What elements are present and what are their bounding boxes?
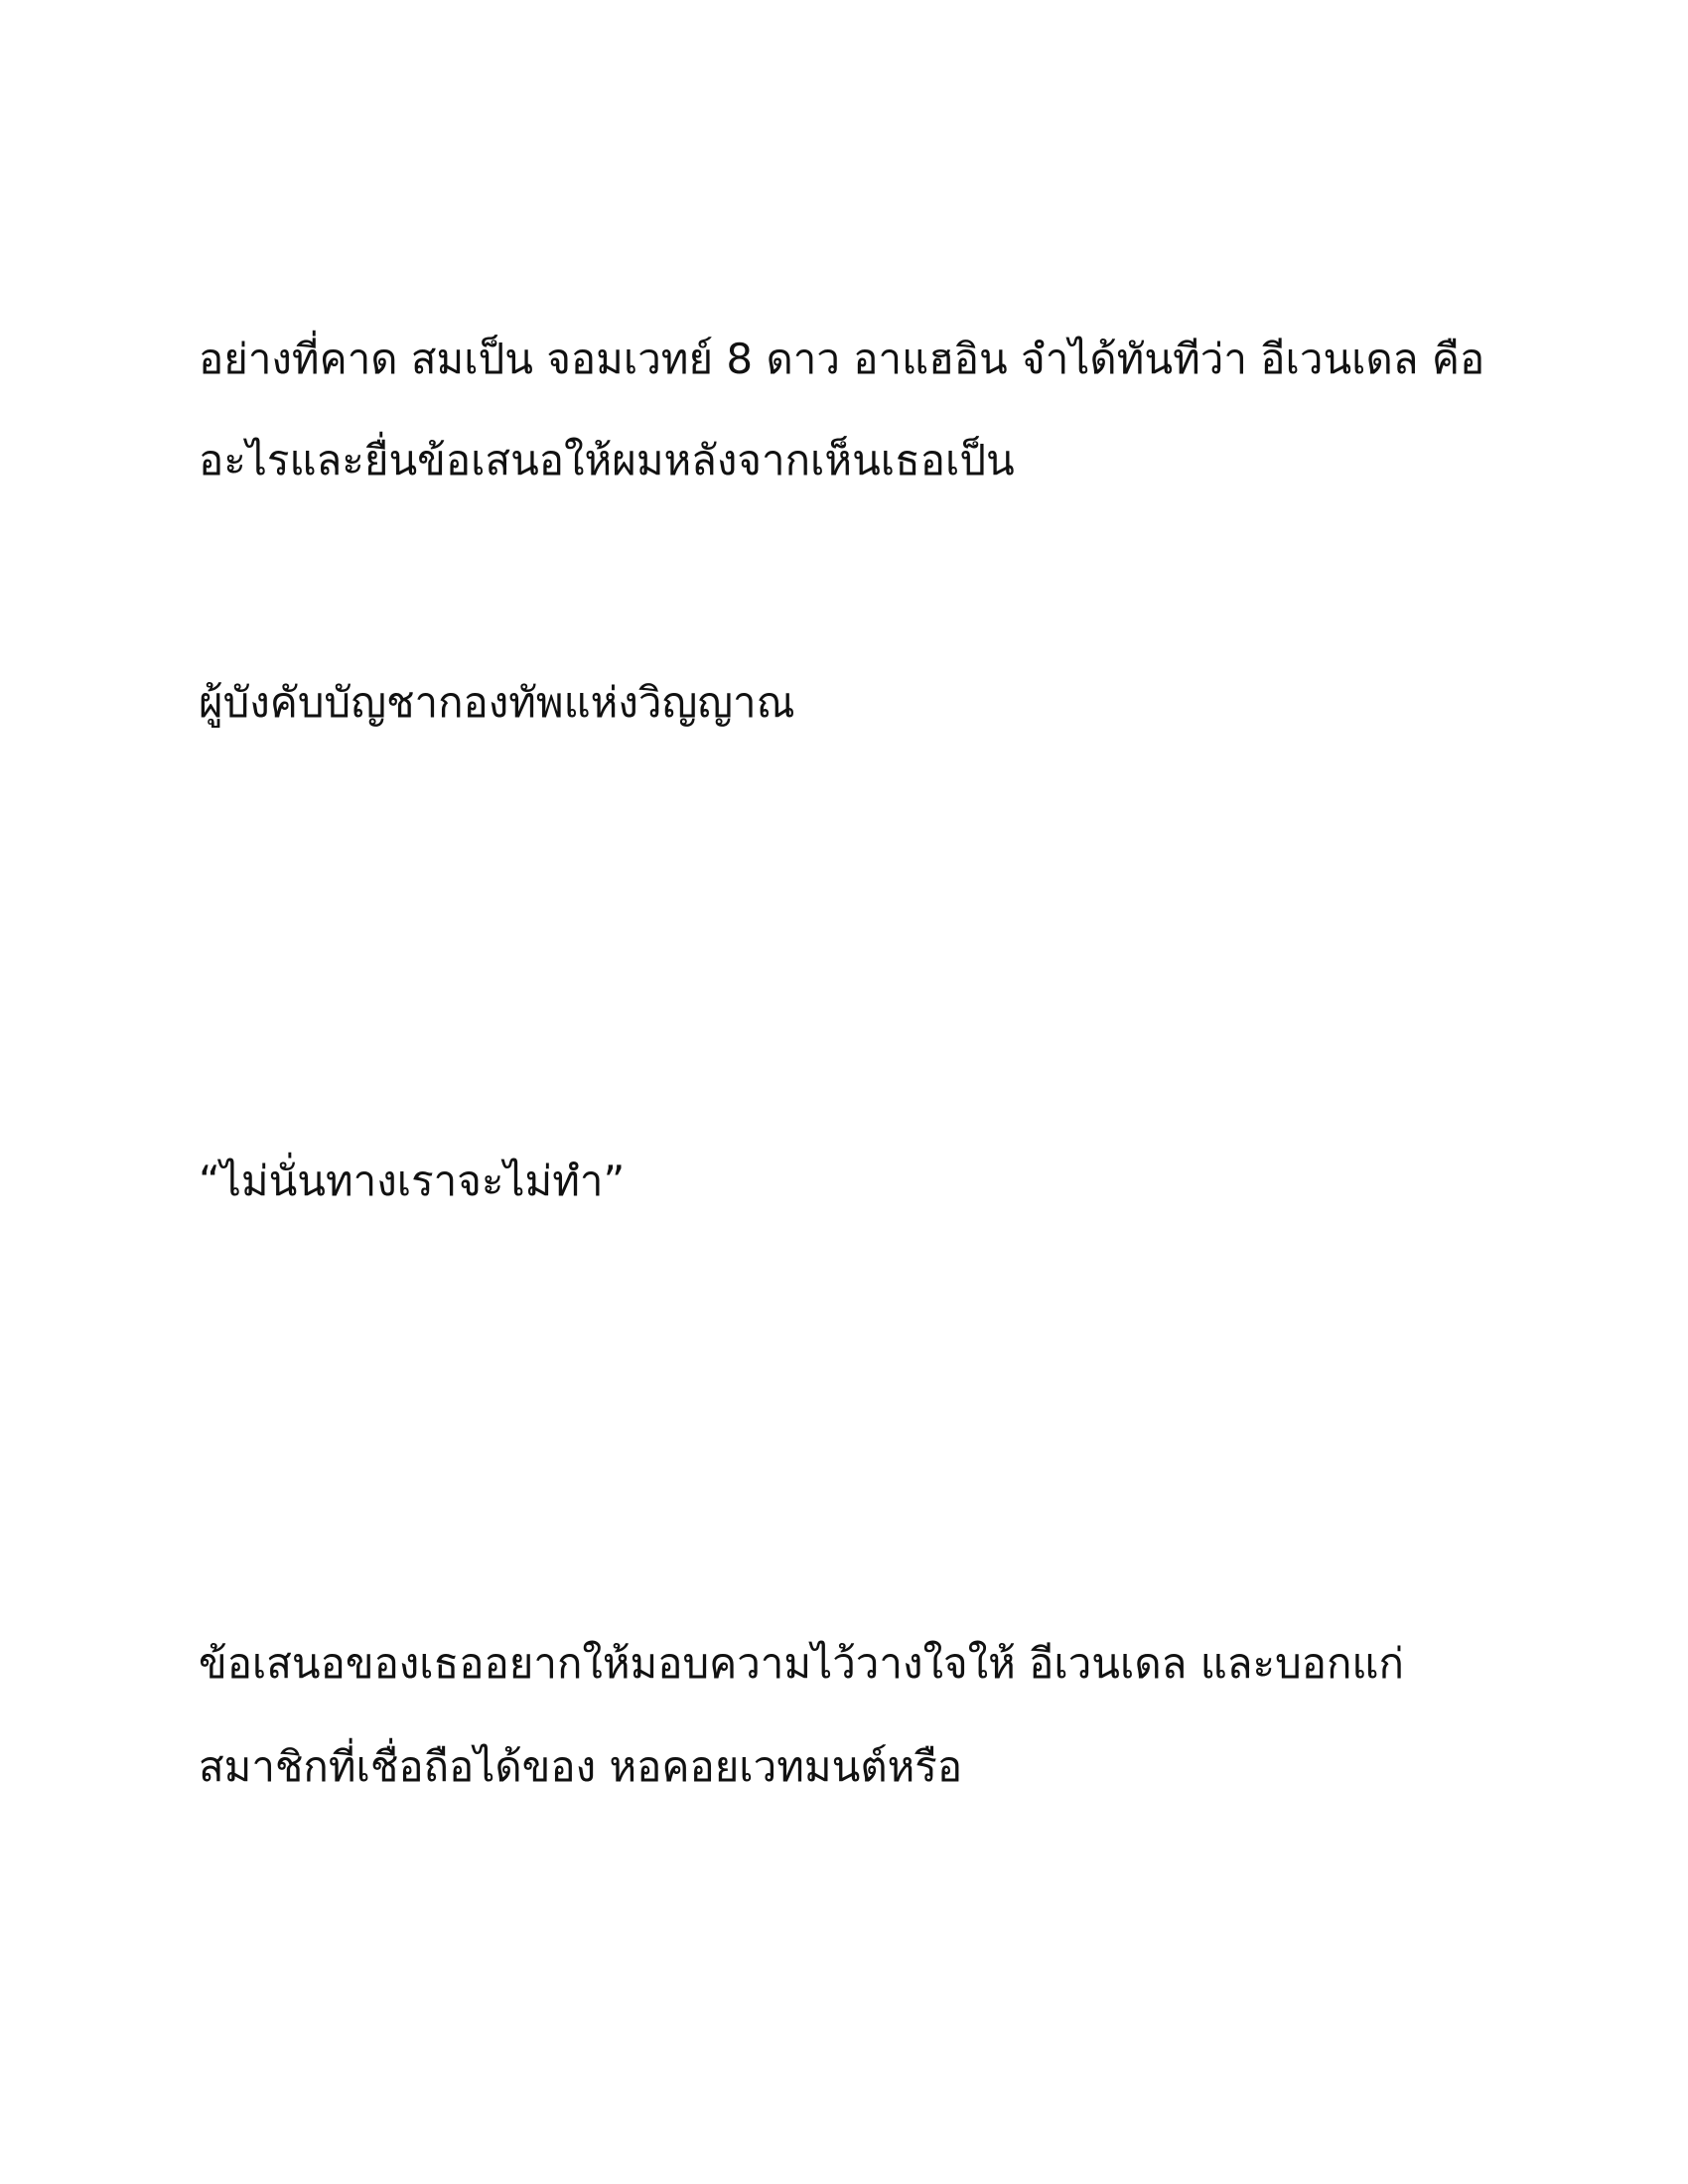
- paragraph-2-line-1: ผู้บังคับบัญชากองทัพแห่งวิญญาณ: [199, 678, 795, 727]
- paragraph-4-line-2: สมาชิกที่เชื่อถือได้ของ หอคอยเวทมนต์หรือ: [199, 1742, 963, 1791]
- paragraph-1-line-1: อย่างที่คาด สมเป็น จอมเวทย์ 8 ดาว อาแฮอิน จำได้ทันทีว่า อีเวนเดล คือ: [199, 335, 1485, 383]
- paragraph-1-line-2: อะไรและยื่นข้อเสนอให้ผมหลังจากเห็นเธอเป็น: [199, 436, 1015, 484]
- paragraph-4-line-1: ข้อเสนอของเธออยากให้มอบความไว้วางใจให้ อีเวนเดล และบอกแก่: [199, 1639, 1404, 1688]
- dialogue-line: “ไม่นั่นทางเราจะไม่ทำ”: [199, 1157, 626, 1205]
